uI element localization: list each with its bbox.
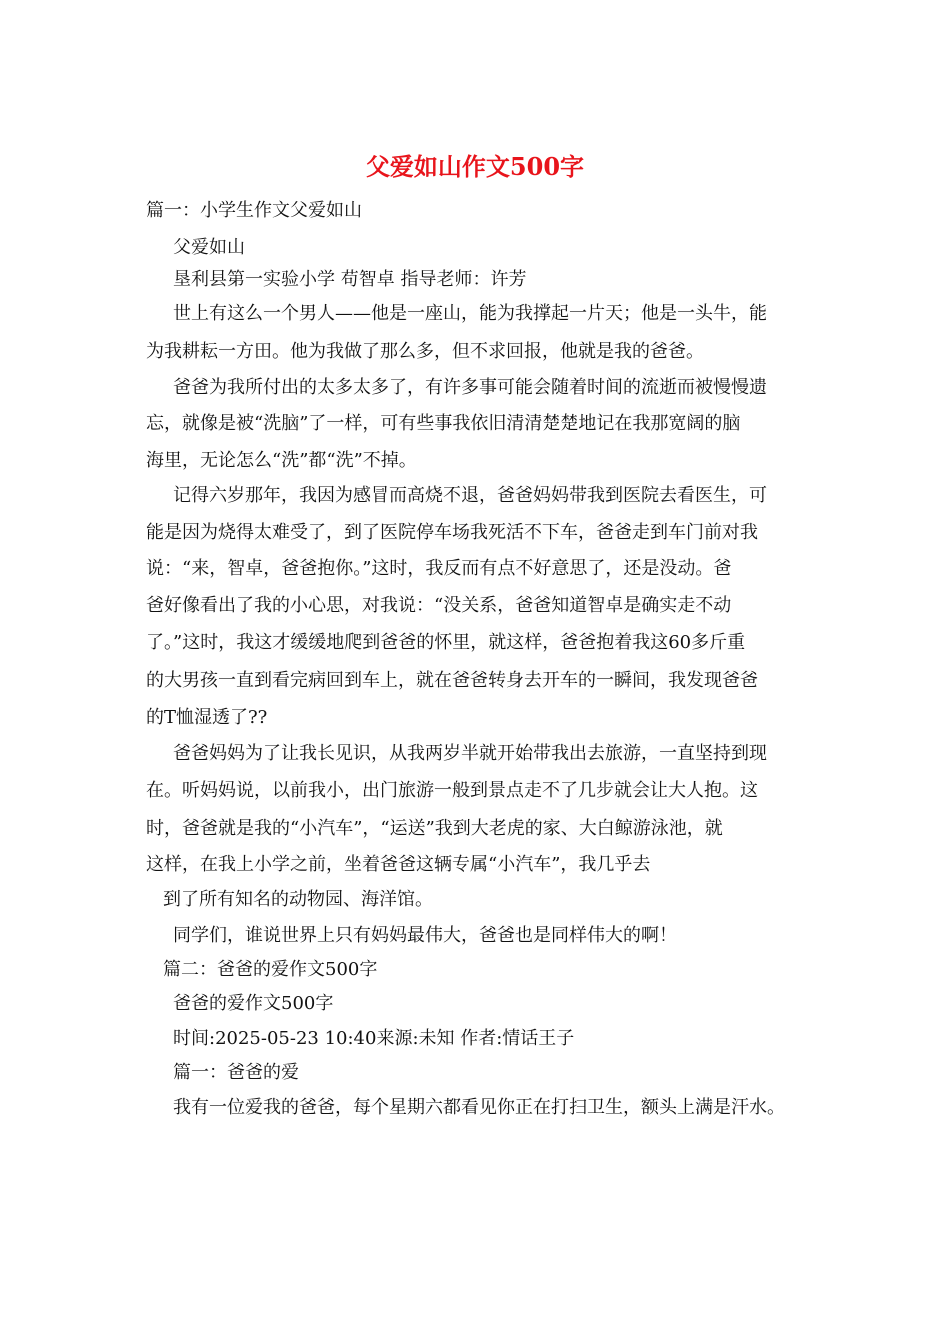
- section-heading-2: 篇二：爸爸的爱作文500字: [163, 959, 378, 980]
- paragraph-line: 时，爸爸就是我的“小汽车”，“运送”我到大老虎的家、大白鲸游泳池，就: [146, 818, 723, 839]
- paragraph-line: 记得六岁那年，我因为感冒而高烧不退，爸爸妈妈带我到医院去看医生，可: [173, 485, 767, 506]
- article-title: 父爱如山: [173, 237, 245, 258]
- paragraph-line: 我有一位爱我的爸爸，每个星期六都看见你正在打扫卫生，额头上满是汗水。: [173, 1097, 785, 1118]
- paragraph-line: 到了所有知名的动物园、海洋馆。: [163, 889, 433, 910]
- paragraph-line: 的大男孩一直到看完病回到车上，就在爸爸转身去开车的一瞬间，我发现爸爸: [146, 670, 758, 691]
- paragraph-line: 了。”这时，我这才缓缓地爬到爸爸的怀里，就这样，爸爸抱着我这60多斤重: [146, 632, 746, 653]
- paragraph-line: 的T恤湿透了??: [146, 707, 268, 728]
- paragraph-line: 爸爸为我所付出的太多太多了，有许多事可能会随着时间的流逝而被慢慢遗: [173, 377, 767, 398]
- subsection-heading: 篇一：爸爸的爱: [173, 1062, 299, 1083]
- paragraph-line: 世上有这么一个男人——他是一座山，能为我撑起一片天；他是一头牛，能: [173, 303, 767, 324]
- paragraph-line: 爸好像看出了我的小心思，对我说：“没关系，爸爸知道智卓是确实走不动: [146, 595, 732, 616]
- document-title: 父爱如山作文500字: [365, 152, 585, 181]
- paragraph-line: 在。听妈妈说，以前我小，出门旅游一般到景点走不了几步就会让大人抱。这: [146, 780, 758, 801]
- paragraph-line: 忘，就像是被“洗脑”了一样，可有些事我依旧清清楚楚地记在我那宽阔的脑: [146, 413, 741, 434]
- paragraph-line: 同学们，谁说世界上只有妈妈最伟大，爸爸也是同样伟大的啊！: [173, 925, 677, 946]
- meta-line: 时间:2025-05-23 10:40来源:未知 作者:情话王子: [173, 1028, 575, 1049]
- article-title: 爸爸的爱作文500字: [173, 993, 334, 1014]
- paragraph-line: 为我耕耘一方田。他为我做了那么多，但不求回报，他就是我的爸爸。: [146, 341, 704, 362]
- paragraph-line: 能是因为烧得太难受了，到了医院停车场我死活不下车，爸爸走到车门前对我: [146, 522, 758, 543]
- paragraph-line: 说：“来，智卓，爸爸抱你。”这时，我反而有点不好意思了，还是没动。爸: [146, 558, 732, 579]
- paragraph-line: 海里，无论怎么“洗”都“洗”不掉。: [146, 450, 417, 471]
- section-heading-1: 篇一：小学生作文父爱如山: [146, 200, 362, 221]
- paragraph-line: 爸爸妈妈为了让我长见识，从我两岁半就开始带我出去旅游，一直坚持到现: [173, 743, 767, 764]
- author-line: 垦利县第一实验小学 苟智卓 指导老师：许芳: [173, 269, 527, 290]
- paragraph-line: 这样，在我上小学之前，坐着爸爸这辆专属“小汽车”，我几乎去: [146, 854, 651, 875]
